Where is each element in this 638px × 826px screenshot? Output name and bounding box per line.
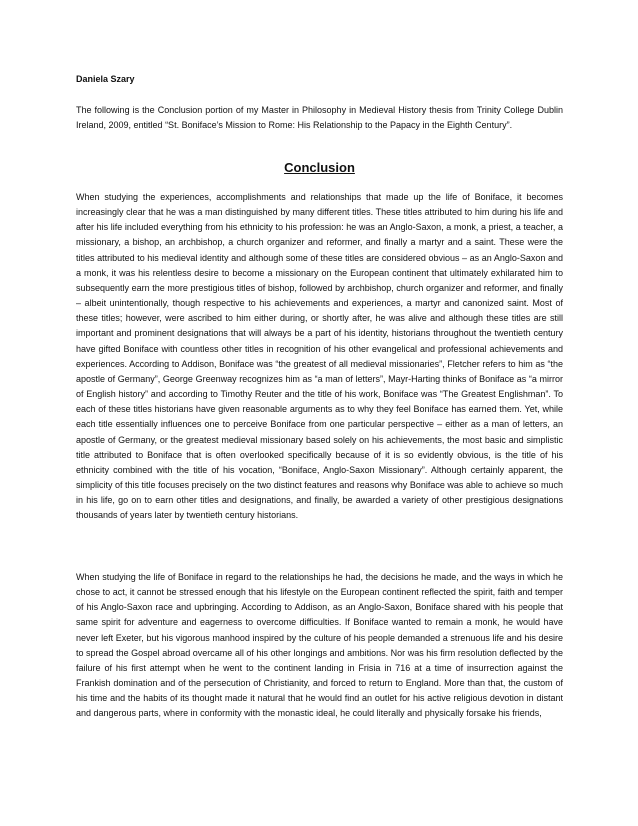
- body-paragraph-1: When studying the experiences, accomplishments and relationships that made up the life of Boniface, it becomes increasingly clear that he was a man distinguished by many different titles. These titles attributed to him during his life and after his life included everything from his ethnicity to his profession: he was an Anglo-Saxon, a monk, a priest, a teacher, a missionary, a bishop, an archbishop, a church organizer and reformer, and finally a martyr and a saint. These were the titles attributed to his medieval identity and although some of these titles are considered obvious – as an Anglo-Saxon and a monk, it was his relentless desire to become a missionary on the European continent that ultimately exhilarated him to subsequently earn the more prestigious titles of bishop, followed by archbishop, church organizer and reformer, and finally – albeit unintentionally, though respective to his achievements and experiences, a martyr and canonized saint. Most of these titles; however, were ascribed to him either during, or shortly after, he was alive and although these titles are still important and prominent designations that will always be a part of his identity, historians throughout the twentieth century have gifted Boniface with countless other titles in recognition of his other evangelical and professional achievements and experiences. According to Addison, Boniface was “the greatest of all medieval missionaries”, Fletcher refers to him as “the apostle of Germany”, George Greenway recognizes him as “a man of letters”, Mayr-Harting thinks of Boniface as “a mirror of English history” and according to Timothy Reuter and the title of his work, Boniface was “The Greatest Englishman”. To each of these titles historians have given reasonable arguments as to why they feel Boniface has earned them. Yet, while each title essentially influences one to perceive Boniface from one particular perspective – either as a man of letters, an apostle of Germany, or the greatest medieval missionary based solely on his achievements, the most basic and simplistic title attributed to Boniface that is often overlooked specifically because of it is so evidently obvious, is the title of his ethnicity combined with the title of his vocation, “Boniface, Anglo-Saxon Missionary”. Although certainly apparent, the simplicity of this title focuses precisely on the two distinct features and reasons why Boniface was able to achieve so much in his life, go on to earn other titles and designations, and finally, be awarded a variety of other prestigious designations thousands of years later by twentieth century historians.: [76, 192, 563, 521]
- section-title: Conclusion: [284, 160, 355, 175]
- author-name: Daniela Szary: [76, 74, 135, 84]
- intro-paragraph: The following is the Conclusion portion of my Master in Philosophy in Medieval History thesis from Trinity College Dublin Ireland, 2009, entitled “St. Boniface’s Mission to Rome: His Relationship to the Papacy in the Eighth Century”.: [76, 105, 563, 130]
- body-paragraph-2: When studying the life of Boniface in regard to the relationships he had, the decisions he made, and the ways in which he chose to act, it cannot be stressed enough that his lifestyle on the European continent reflected the spirit, faith and temper of his Anglo-Saxon race and upbringing. According to Addison, as an Anglo-Saxon, Boniface shared with his people that same spirit for adventure and eagerness to overcome difficulties. If Boniface wanted to remain a monk, he would have never left Exeter, but his vigorous manhood inspired by the culture of his people demanded a strenuous life and his desire to spread the Gospel abroad overcame all of his other longings and ambitions. Nor was his firm resolution deflected by the failure of his first attempt when he went to the continent landing in Frisia in 716 at a time of insurrection against the Frankish domination and of the persecution of Christianity, and forced to return to England. More than that, the custom of his time and the habits of its thought made it natural that he would find an outlet for his active religious devotion in distant and dangerous parts, where in conformity with the monastic ideal, he could literally and physically forsake his friends,: [76, 572, 563, 719]
